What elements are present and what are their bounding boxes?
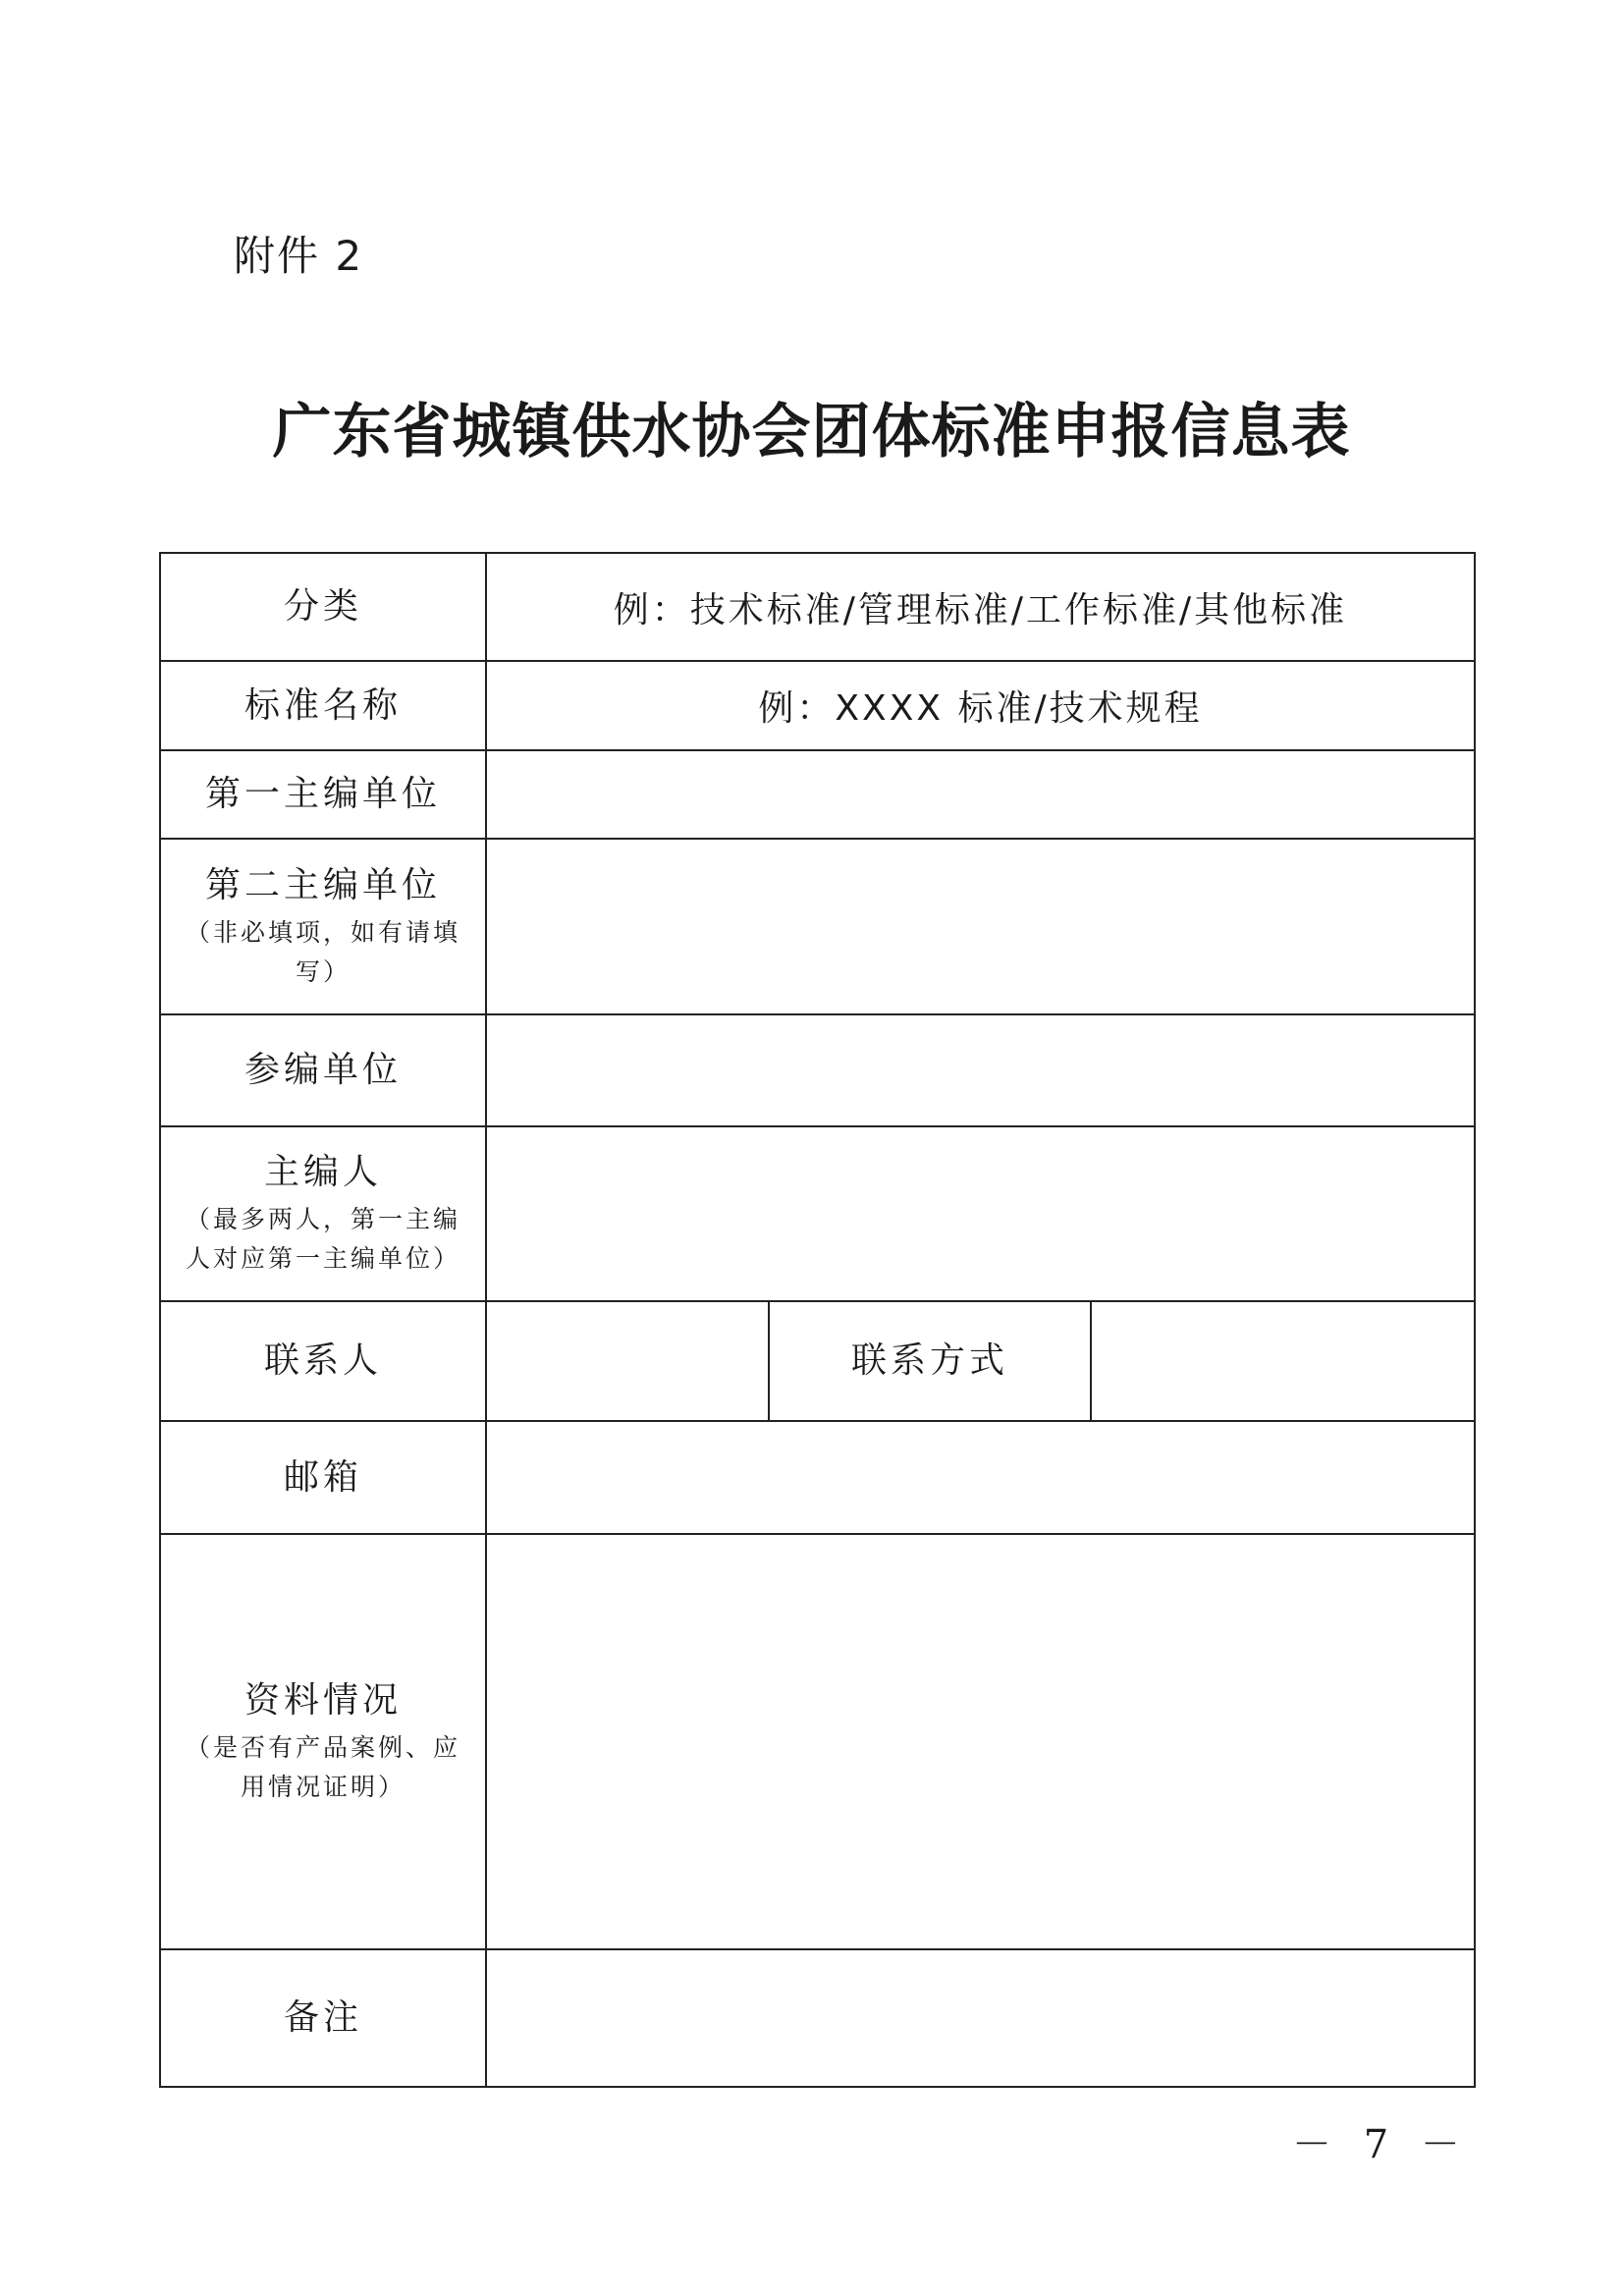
standard-name-label: 标准名称	[243, 684, 402, 726]
category-label: 分类	[283, 586, 362, 627]
category-value: 例：技术标准/管理标准/工作标准/其他标准	[613, 589, 1348, 630]
chief-editor-label: 主编人	[263, 1152, 382, 1192]
row-standard-name	[160, 661, 1475, 750]
email-label-cell	[160, 1421, 486, 1534]
row-first-editor-unit	[160, 750, 1475, 839]
page-number: － 7 －	[1292, 2122, 1470, 2167]
category-value-cell[interactable]	[486, 553, 1475, 661]
contact-method-label-cell	[769, 1301, 1091, 1421]
form-title: 广东省城镇供水协会团体标准申报信息表	[272, 398, 1351, 466]
row-materials	[160, 1534, 1475, 1949]
row-contact	[160, 1301, 1475, 1421]
row-email	[160, 1421, 1475, 1534]
standard-name-value: 例：XXXX 标准/技术规程	[758, 688, 1203, 729]
second-editor-unit-label-cell	[160, 839, 486, 1014]
row-second-editor-unit	[160, 839, 1475, 1014]
standard-name-value-cell[interactable]	[486, 661, 1475, 750]
contact-person-label: 联系人	[263, 1340, 382, 1381]
contact-method-label: 联系方式	[850, 1340, 1008, 1381]
materials-label: 资料情况	[243, 1679, 402, 1721]
second-editor-unit-value-cell[interactable]	[486, 839, 1475, 1014]
email-value-cell[interactable]	[486, 1421, 1475, 1534]
remarks-label: 备注	[283, 1997, 362, 2038]
second-editor-unit-note: （非必填项，如有请填写）	[185, 917, 460, 986]
contact-person-label-cell	[160, 1301, 486, 1421]
chief-editor-value-cell[interactable]	[486, 1126, 1475, 1301]
remarks-label-cell	[160, 1949, 486, 2087]
chief-editor-note: （最多两人，第一主编人对应第一主编单位）	[185, 1205, 460, 1273]
materials-note: （是否有产品案例、应用情况证明）	[185, 1732, 460, 1801]
first-editor-unit-label: 第一主编单位	[204, 774, 441, 814]
standard-name-label-cell	[160, 661, 486, 750]
remarks-value-cell[interactable]	[486, 1949, 1475, 2087]
application-form-table	[159, 552, 1476, 2088]
row-chief-editor	[160, 1126, 1475, 1301]
row-remarks	[160, 1949, 1475, 2087]
attachment-label: 附件 2	[234, 232, 364, 280]
materials-label-cell	[160, 1534, 486, 1949]
second-editor-unit-label: 第二主编单位	[204, 864, 441, 905]
first-editor-unit-value-cell[interactable]	[486, 750, 1475, 839]
first-editor-unit-label-cell	[160, 750, 486, 839]
materials-value-cell[interactable]	[486, 1534, 1475, 1949]
chief-editor-label-cell	[160, 1126, 486, 1301]
participating-units-label-cell	[160, 1014, 486, 1126]
email-label: 邮箱	[283, 1456, 362, 1498]
contact-method-value-cell[interactable]	[1091, 1301, 1475, 1421]
row-category	[160, 553, 1475, 661]
participating-units-value-cell[interactable]	[486, 1014, 1475, 1126]
contact-person-value-cell[interactable]	[486, 1301, 769, 1421]
row-participating-units	[160, 1014, 1475, 1126]
participating-units-label: 参编单位	[243, 1050, 402, 1090]
category-label-cell	[160, 553, 486, 661]
